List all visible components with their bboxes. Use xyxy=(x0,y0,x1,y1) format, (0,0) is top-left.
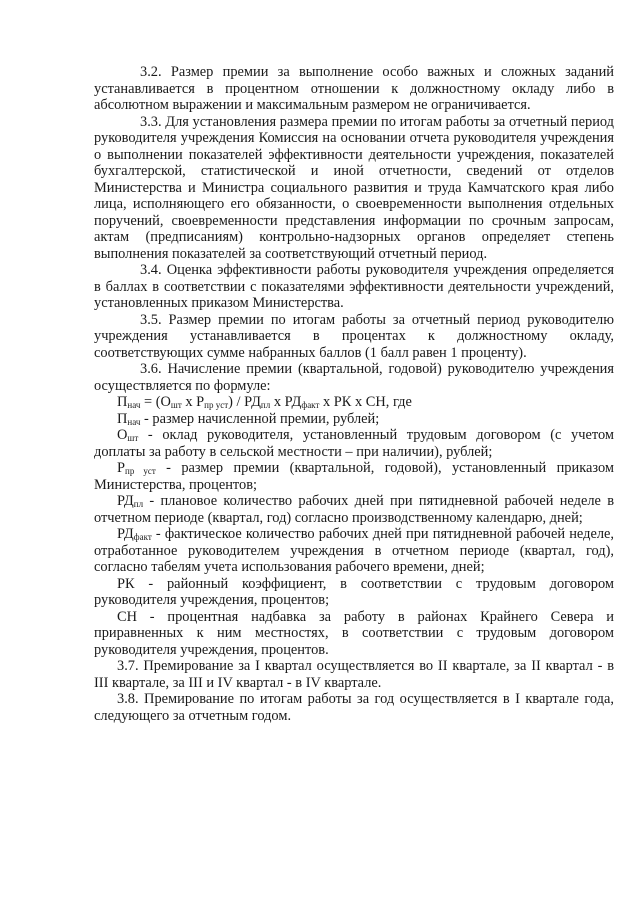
definition-subscript: шт xyxy=(127,433,139,443)
definition-text: - фактическое количество рабочих дней при пятидневной рабочей неделе, отработанное руководителем учреждения в отчетном периоде (квартал, год), согласно табелям учета использования рабочего времени, дней; xyxy=(94,526,614,575)
formula-part: х РД xyxy=(270,394,302,410)
formula-subscript: пл xyxy=(260,400,271,410)
formula-part: ) / РД xyxy=(228,394,261,410)
definition-rk: РК - районный коэффициент, в соответствии с трудовым договором руководителя учреждения, процентов; xyxy=(94,575,614,608)
formula-part: х РК х СН, где xyxy=(319,394,412,410)
paragraph-3-7: 3.7. Премирование за I квартал осуществляется во II квартале, за II квартал - в III квартале, за III и IV квартал - в IV квартале. xyxy=(94,658,614,691)
definition-text: - размер начисленной премии, рублей; xyxy=(140,410,380,427)
bonus-formula xyxy=(94,394,614,411)
definition-sn: СН - процентная надбавка за работу в районах Крайнего Севера и приравненных к ним местностях, в соответствии с трудовым договором руководителя учреждения, процентов. xyxy=(94,608,614,658)
paragraph-3-3: 3.3. Для установления размера премии по итогам работы за отчетный период руководителя учреждения Комиссия на основании отчета руководителя учреждения о выполнении показателей эффективности деятельности учреждения, показателей бухгалтерской, статистической и иной отчетности, сведений от отделов Министерства и Министра социального развития и труда Камчатского края либо лица, исполняющего его обязанности, о своевременности выполнения отдельных поручений, своевременности представления информации по срочным запросам, актам (предписаниям) контрольно-надзорных органов определяет степень выполнения показателей за соответствующий отчетный период. xyxy=(94,113,614,262)
paragraph-3-2: 3.2. Размер премии за выполнение особо важных и сложных заданий устанавливается в процентном отношении к должностному окладу либо в абсолютном выражении и максимальным размером не ограничивается. xyxy=(94,64,614,113)
definition-subscript: пр уст xyxy=(125,466,156,476)
definition-rd-pl xyxy=(94,493,614,526)
definition-subscript: факт xyxy=(133,532,152,542)
formula-subscript: пр уст xyxy=(204,400,229,410)
document-body xyxy=(94,64,614,724)
definition-subscript: нач xyxy=(127,416,141,427)
definition-o-sht xyxy=(94,427,614,460)
formula-subscript: нач xyxy=(127,400,141,410)
formula-part: = (О xyxy=(140,394,171,410)
paragraph-3-5: 3.5. Размер премии по итогам работы за отчетный период руководителю учреждения устанавливается в процентах к должностному окладу, соответствующих сумме набранных баллов (1 балл равен 1 проценту). xyxy=(94,311,614,361)
paragraph-3-6: 3.6. Начисление премии (квартальной, годовой) руководителю учреждения осуществляется по формуле: xyxy=(94,361,614,394)
definition-r-pr-ust xyxy=(94,460,614,493)
definition-symbol: Р xyxy=(117,460,126,476)
formula-subscript: шт xyxy=(170,400,182,410)
definition-rd-fakt xyxy=(94,526,614,576)
formula-subscript: факт xyxy=(301,400,320,410)
definition-text: - плановое количество рабочих дней при пятидневной рабочей неделе в отчетном периоде (квартал, год) согласно производственному календарю, дней; xyxy=(94,493,614,526)
formula-symbol: П xyxy=(117,394,128,410)
definition-symbol: РД xyxy=(117,493,134,509)
paragraph-3-4: 3.4. Оценка эффективности работы руководителя учреждения определяется в баллах в соответствии с показателями эффективности деятельности учреждений, установленных приказом Министерства. xyxy=(94,262,614,311)
definition-p-nach xyxy=(94,411,614,428)
formula-part: х Р xyxy=(181,394,205,410)
definition-text: - оклад руководителя, установленный трудовым договором (с учетом доплаты за работу в сельской местности – при наличии), рублей; xyxy=(94,427,614,460)
definition-symbol: О xyxy=(117,427,128,443)
definition-subscript: пл xyxy=(133,499,144,509)
definition-symbol: П xyxy=(117,410,128,427)
definition-text: - размер премии (квартальной, годовой), установленный приказом Министерства, процентов; xyxy=(94,460,614,493)
definition-symbol: РД xyxy=(117,526,134,542)
paragraph-3-8: 3.8. Премирование по итогам работы за год осуществляется в I квартале года, следующего за отчетным годом. xyxy=(94,691,614,724)
